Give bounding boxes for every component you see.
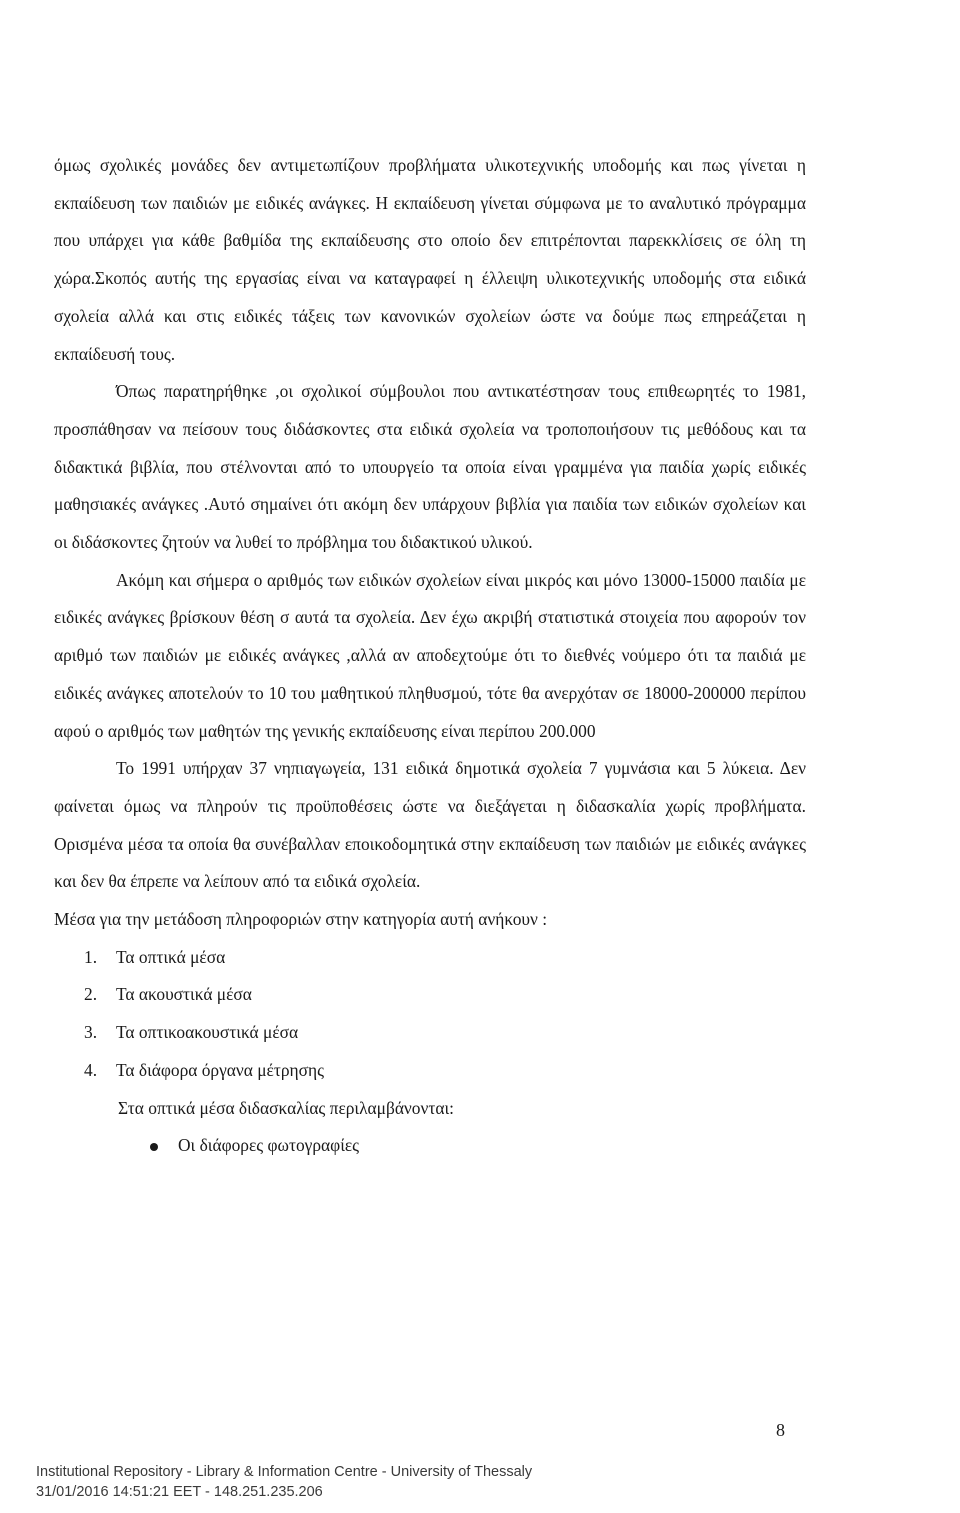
- bullet-icon: [150, 1143, 158, 1151]
- list-item: [54, 1052, 806, 1090]
- list-item-text: Τα οπτικά μέσα: [116, 946, 226, 967]
- list-number: 3.: [84, 1022, 98, 1043]
- paragraph: Ακόμη και σήμερα ο αριθμός των ειδικών σχολείων είναι μικρός και μόνο 13000-15000 παιδία με ειδικές ανάγκες βρίσκουν θέση σ αυτά τα σχολεία. Δεν έχω ακριβή στατιστικά στοιχεία που αφορούν τον αριθμό των παιδιών με ειδικές ανάγκες ,αλλά αν αποδεχτούμε ότι το διεθνές νούμερο ότι τα παιδιά με ειδικές ανάγκες αποτελούν το 10 του μαθητικού πληθυσμού, τότε θα ανερχόταν σε 18000-200000 περίπου αφού ο αριθμός των μαθητών της γενικής εκπαίδευσης είναι περίπου 200.000: [54, 569, 806, 741]
- footer-line: Institutional Repository - Library & Information Centre - University of Thessaly: [36, 1464, 533, 1480]
- body-text: [54, 147, 806, 1165]
- list-number: 4.: [84, 1059, 98, 1080]
- sub-intro: Στα οπτικά μέσα διδασκαλίας περιλαμβάνονται:: [118, 1097, 454, 1118]
- list-item: [54, 976, 806, 1014]
- paragraph: όμως σχολικές μονάδες δεν αντιμετωπίζουν προβλήματα υλικοτεχνικής υποδομής και πως γίνεται η εκπαίδευση των παιδιών με ειδικές ανάγκες. Η εκπαίδευση γίνεται σύμφωνα με το αναλυτικό πρόγραμμα που υπάρχει για κάθε βαθμίδα της εκπαίδευσης στο οποίο δεν επιτρέπονται παρεκκλίσεις σε όλη τη χώρα.Σκοπός αυτής της εργασίας είναι να καταγραφεί η έλλειψη υλικοτεχνικής υποδομής στα ειδικά σχολεία αλλά και στις ειδικές τάξεις των κανονικών σχολείων ώστε να δούμε πως επηρεάζεται η εκπαίδευσή τους.: [54, 155, 806, 364]
- repository-footer: [36, 1462, 532, 1502]
- list-intro: Μέσα για την μετάδοση πληροφοριών στην κατηγορία αυτή ανήκουν :: [54, 909, 548, 930]
- bullet-item: [54, 1127, 806, 1165]
- paragraph: Όπως παρατηρήθηκε ,οι σχολικοί σύμβουλοι που αντικατέστησαν τους επιθεωρητές το 1981, προσπάθησαν να πείσουν τους διδάσκοντες στα ειδικά σχολεία να τροποποιήσουν τις μεθόδους και τα διδακτικά βιβλία, που στέλνονται από το υπουργείο τα οποία είναι γραμμένα για παιδία χωρίς ειδικές μαθησιακές ανάγκες .Αυτό σημαίνει ότι ακόμη δεν υπάρχουν βιβλία για παιδία των ειδικών σχολείων και οι διδάσκοντες ζητούν να λυθεί το πρόβλημα του διδακτικού υλικού.: [54, 381, 806, 553]
- footer-line: 31/01/2016 14:51:21 EET - 148.251.235.206: [36, 1484, 323, 1500]
- list-item-text: Τα διάφορα όργανα μέτρησης: [116, 1059, 324, 1080]
- list-number: 2.: [84, 984, 98, 1005]
- paragraph: Το 1991 υπήρχαν 37 νηπιαγωγεία, 131 ειδικά δημοτικά σχολεία 7 γυμνάσια και 5 λύκεια. Δεν φαίνεται όμως να πληρούν τις προϋποθέσεις ώστε να διεξάγεται η διδασκαλία χωρίς προβλήματα. Ορισμένα μέσα τα οποία θα συνέβαλλαν εποικοδομητικά στην εκπαίδευση των παιδιών με ειδικές ανάγκες και δεν θα έπρεπε να λείπουν από τα ειδικά σχολεία.: [54, 758, 806, 892]
- list-item: [54, 1014, 806, 1052]
- list-item: [54, 939, 806, 977]
- numbered-list: [54, 939, 806, 1090]
- page-number: 8: [776, 1420, 785, 1440]
- list-number: 1.: [84, 946, 98, 967]
- list-item-text: Τα οπτικοακουστικά μέσα: [116, 1022, 299, 1043]
- bullet-item-text: Οι διάφορες φωτογραφίες: [178, 1135, 360, 1156]
- bullet-list: [54, 1127, 806, 1165]
- list-item-text: Τα ακουστικά μέσα: [116, 984, 252, 1005]
